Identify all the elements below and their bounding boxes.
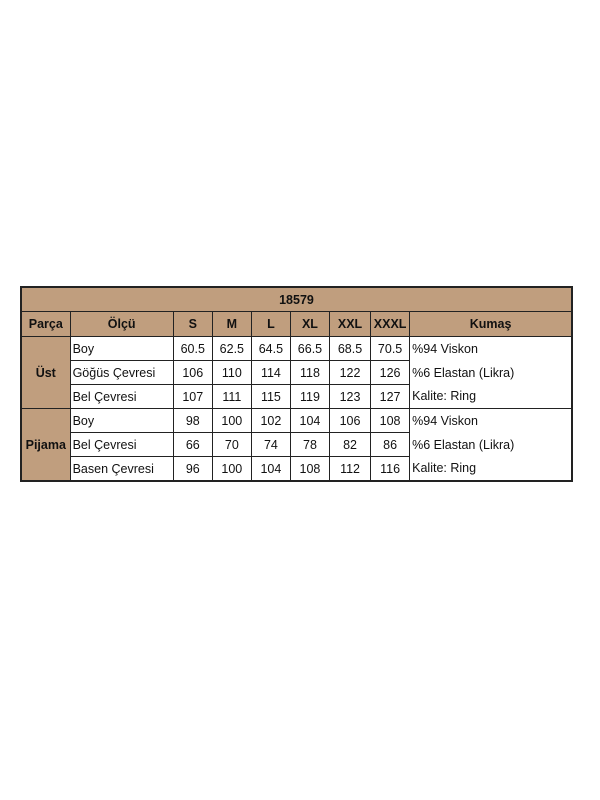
value-cell: 116 [371, 457, 410, 482]
fabric-cell: %94 Viskon [410, 409, 572, 433]
title-row [21, 287, 572, 312]
value-cell: 112 [330, 457, 371, 482]
value-cell: 62.5 [212, 337, 251, 361]
value-cell: 98 [173, 409, 212, 433]
measure-cell: Bel Çevresi [70, 433, 173, 457]
value-cell: 78 [290, 433, 329, 457]
value-cell: 108 [371, 409, 410, 433]
measure-cell: Göğüs Çevresi [70, 361, 173, 385]
value-cell: 96 [173, 457, 212, 482]
value-cell: 86 [371, 433, 410, 457]
table-row [21, 457, 572, 482]
value-cell: 107 [173, 385, 212, 409]
measure-cell: Bel Çevresi [70, 385, 173, 409]
value-cell: 118 [290, 361, 329, 385]
value-cell: 100 [212, 457, 251, 482]
group-label-pijama: Pijama [21, 409, 70, 482]
table-row [21, 385, 572, 409]
value-cell: 104 [290, 409, 329, 433]
header-size-l: L [251, 312, 290, 337]
value-cell: 66.5 [290, 337, 329, 361]
value-cell: 110 [212, 361, 251, 385]
header-size-s: S [173, 312, 212, 337]
value-cell: 127 [371, 385, 410, 409]
value-cell: 100 [212, 409, 251, 433]
value-cell: 104 [251, 457, 290, 482]
value-cell: 106 [330, 409, 371, 433]
value-cell: 68.5 [330, 337, 371, 361]
fabric-cell: %94 Viskon [410, 337, 572, 361]
fabric-cell: %6 Elastan (Likra) [410, 361, 572, 385]
table-row [21, 337, 572, 361]
value-cell: 102 [251, 409, 290, 433]
value-cell: 111 [212, 385, 251, 409]
value-cell: 119 [290, 385, 329, 409]
value-cell: 122 [330, 361, 371, 385]
measure-cell: Boy [70, 337, 173, 361]
header-row [21, 312, 572, 337]
value-cell: 70.5 [371, 337, 410, 361]
value-cell: 66 [173, 433, 212, 457]
value-cell: 74 [251, 433, 290, 457]
header-size-m: M [212, 312, 251, 337]
header-size-xxxl: XXXL [371, 312, 410, 337]
table-title: 18579 [21, 287, 572, 312]
value-cell: 70 [212, 433, 251, 457]
value-cell: 123 [330, 385, 371, 409]
fabric-cell: Kalite: Ring [410, 457, 572, 482]
size-chart-table [20, 286, 573, 482]
value-cell: 126 [371, 361, 410, 385]
header-size-xxl: XXL [330, 312, 371, 337]
table-row [21, 433, 572, 457]
measure-cell: Basen Çevresi [70, 457, 173, 482]
value-cell: 64.5 [251, 337, 290, 361]
header-fabric: Kumaş [410, 312, 572, 337]
group-label-ust: Üst [21, 337, 70, 409]
header-part: Parça [21, 312, 70, 337]
fabric-cell: Kalite: Ring [410, 385, 572, 409]
table-row [21, 409, 572, 433]
measure-cell: Boy [70, 409, 173, 433]
value-cell: 115 [251, 385, 290, 409]
value-cell: 106 [173, 361, 212, 385]
header-size-xl: XL [290, 312, 329, 337]
value-cell: 114 [251, 361, 290, 385]
header-measure: Ölçü [70, 312, 173, 337]
value-cell: 60.5 [173, 337, 212, 361]
value-cell: 82 [330, 433, 371, 457]
value-cell: 108 [290, 457, 329, 482]
table-row [21, 361, 572, 385]
fabric-cell: %6 Elastan (Likra) [410, 433, 572, 457]
